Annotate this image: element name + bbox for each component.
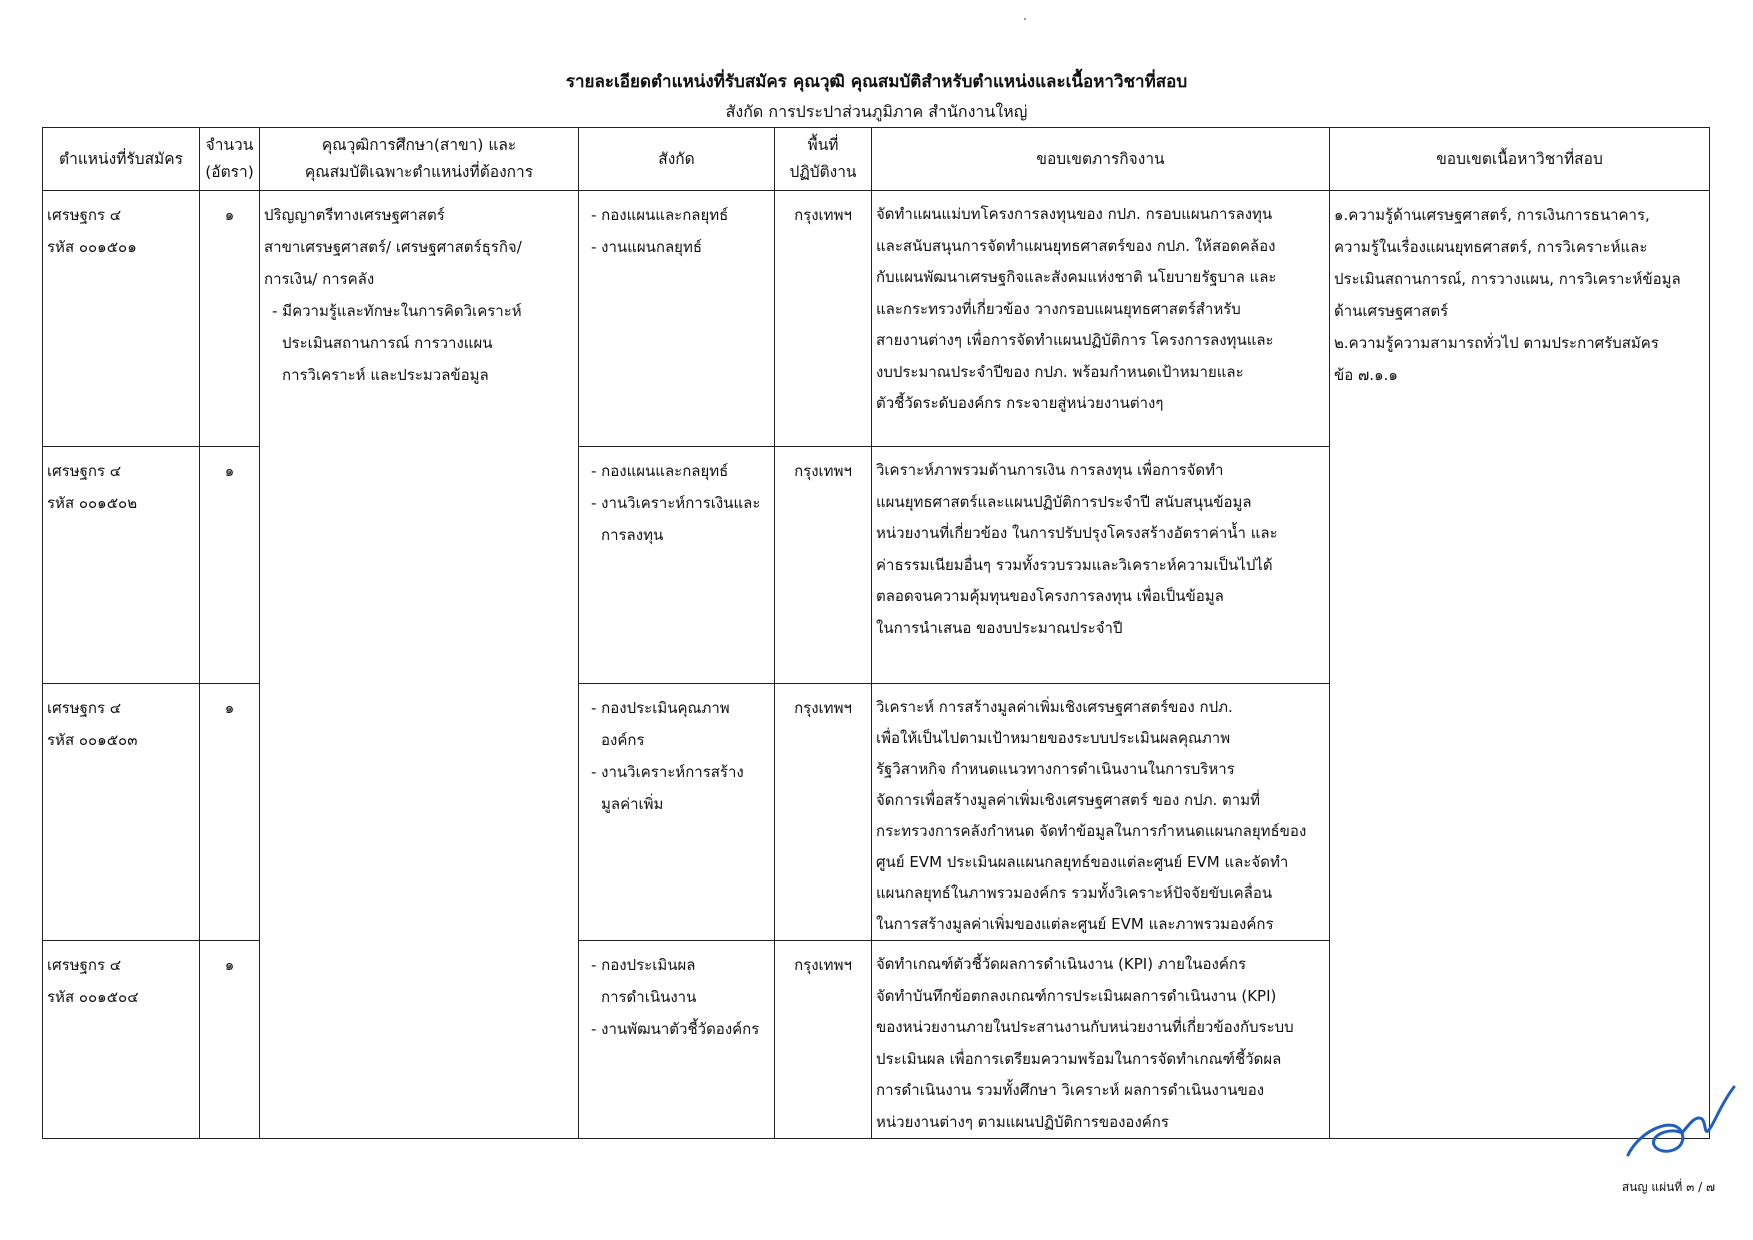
count-cell: ๑ — [200, 191, 260, 447]
exam-scope-cell: ๑.ความรู้ด้านเศรษฐศาสตร์, การเงินการธนาคาร, ความรู้ในเรื่องแผนยุทธศาสตร์, การวิเคราะห์และ ประเมินสถานการณ์, การวางแผน, การวิเคราะห์ข้อมูล ด้านเศรษฐศาสตร์ ๒.ความรู้ความสามารถทั่วไป ตามประกาศรับสมัคร ข้อ ๗.๑.๑ — [1330, 191, 1710, 1139]
header-department: สังกัด — [579, 128, 775, 191]
position-cell: เศรษฐกร ๔ รหัส ๐๐๑๕๐๑ — [43, 191, 200, 447]
positions-table — [42, 127, 1710, 1139]
page-title: รายละเอียดตำแหน่งที่รับสมัคร คุณวุฒิ คุณสมบัติสำหรับตำแหน่งและเนื้อหาวิชาที่สอบ — [565, 72, 1188, 92]
department-cell: - กองประเมินผล การดำเนินงาน - งานพัฒนาตัวชี้วัดองค์กร — [579, 941, 775, 1139]
department-cell: - กองแผนและกลยุทธ์ - งานวิเคราะห์การเงินและ การลงทุน — [579, 447, 775, 684]
job-scope-cell: วิเคราะห์ การสร้างมูลค่าเพิ่มเชิงเศรษฐศาสตร์ของ กปภ. เพื่อให้เป็นไปตามเป้าหมายของระบบประเมินผลคุณภาพ รัฐวิสาหกิจ กำหนดแนวทางการดำเนินงานในการบริหาร จัดการเพื่อสร้างมูลค่าเพิ่มเชิงเศรษฐศาสตร์ ของ กปภ. ตามที่ กระทรวงการคลังกำหนด จัดทำข้อมูลในการกำหนดแผนกลยุทธ์ของ ศูนย์ EVM ประเมินผลแผนกลยุทธ์ของแต่ละศูนย์ EVM และจัดทำ แผนกลยุทธ์ในภาพรวมองค์กร รวมทั้งวิเคราะห์ปัจจัยขับเคลื่อน ในการสร้างมูลค่าเพิ่มของแต่ละศูนย์ EVM และภาพรวมองค์กร — [872, 684, 1330, 941]
work-area-cell: กรุงเทพฯ — [775, 191, 872, 447]
department-cell: - กองประเมินคุณภาพ องค์กร - งานวิเคราะห์การสร้าง มูลค่าเพิ่ม — [579, 684, 775, 941]
count-cell: ๑ — [200, 941, 260, 1139]
job-scope-cell: จัดทำเกณฑ์ตัวชี้วัดผลการดำเนินงาน (KPI) ภายในองค์กร จัดทำบันทึกข้อตกลงเกณฑ์การประเมินผลการดำเนินงาน (KPI) ของหน่วยงานภายในประสานงานกับหน่วยงานที่เกี่ยวข้องกับระบบ ประเมินผล เพื่อการเตรียมความพร้อมในการจัดทำเกณฑ์ชี้วัดผล การดำเนินงาน รวมทั้งศึกษา วิเคราะห์ ผลการดำเนินงานของ หน่วยงานต่างๆ ตามแผนปฏิบัติการขององค์กร — [872, 941, 1330, 1139]
position-cell: เศรษฐกร ๔ รหัส ๐๐๑๕๐๓ — [43, 684, 200, 941]
work-area-cell: กรุงเทพฯ — [775, 684, 872, 941]
table-header-row — [43, 128, 1710, 191]
scan-speck — [1024, 18, 1026, 20]
job-scope-cell: จัดทำแผนแม่บทโครงการลงทุนของ กปภ. กรอบแผนการลงทุน และสนับสนุนการจัดทำแผนยุทธศาสตร์ของ กปภ. ให้สอดคล้อง กับแผนพัฒนาเศรษฐกิจและสังคมแห่งชาติ นโยบายรัฐบาล และ และกระทรวงที่เกี่ยวข้อง วางกรอบแผนยุทธศาสตร์สำหรับ สายงานต่างๆ เพื่อการจัดทำแผนปฏิบัติการ โครงการลงทุนและ งบประมาณประจำปีของ กปภ. พร้อมกำหนดเป้าหมายและ ตัวชี้วัดระดับองค์กร กระจายสู่หน่วยงานต่างๆ — [872, 191, 1330, 447]
handwritten-signature — [1620, 1075, 1740, 1165]
position-cell: เศรษฐกร ๔ รหัส ๐๐๑๕๐๔ — [43, 941, 200, 1139]
page-number-note: สนญ แผ่นที่ ๓ / ๗ — [1621, 1180, 1715, 1194]
header-position: ตำแหน่งที่รับสมัคร — [43, 128, 200, 191]
page-subtitle: สังกัด การประปาส่วนภูมิภาค สำนักงานใหญ่ — [725, 102, 1028, 121]
qualification-cell: ปริญญาตรีทางเศรษฐศาสตร์ สาขาเศรษฐศาสตร์/ เศรษฐศาสตร์ธุรกิจ/ การเงิน/ การคลัง - มีความรู้และทักษะในการคิดวิเคราะห์ ประเมินสถานการณ์ การวางแผน การวิเคราะห์ และประมวลข้อมูล — [260, 191, 579, 1139]
header-qualification: คุณวุฒิการศึกษา(สาขา) และ คุณสมบัติเฉพาะตำแหน่งที่ต้องการ — [260, 128, 579, 191]
work-area-cell: กรุงเทพฯ — [775, 941, 872, 1139]
job-scope-cell: วิเคราะห์ภาพรวมด้านการเงิน การลงทุน เพื่อการจัดทำ แผนยุทธศาสตร์และแผนปฏิบัติการประจำปี สนับสนุนข้อมูล หน่วยงานที่เกี่ยวข้อง ในการปรับปรุงโครงสร้างอัตราค่าน้ำ และ ค่าธรรมเนียมอื่นๆ รวมทั้งรวบรวมและวิเคราะห์ความเป็นไปได้ ตลอดจนความคุ้มทุนของโครงการลงทุน เพื่อเป็นข้อมูล ในการนำเสนอ ของบประมาณประจำปี — [872, 447, 1330, 684]
work-area-cell: กรุงเทพฯ — [775, 447, 872, 684]
position-cell: เศรษฐกร ๔ รหัส ๐๐๑๕๐๒ — [43, 447, 200, 684]
header-count: จำนวน (อัตรา) — [200, 128, 260, 191]
count-cell: ๑ — [200, 447, 260, 684]
header-job-scope: ขอบเขตภารกิจงาน — [872, 128, 1330, 191]
department-cell: - กองแผนและกลยุทธ์ - งานแผนกลยุทธ์ — [579, 191, 775, 447]
header-exam-scope: ขอบเขตเนื้อหาวิชาที่สอบ — [1330, 128, 1710, 191]
table-row — [43, 191, 1710, 447]
count-cell: ๑ — [200, 684, 260, 941]
header-work-area: พื้นที่ ปฏิบัติงาน — [775, 128, 872, 191]
